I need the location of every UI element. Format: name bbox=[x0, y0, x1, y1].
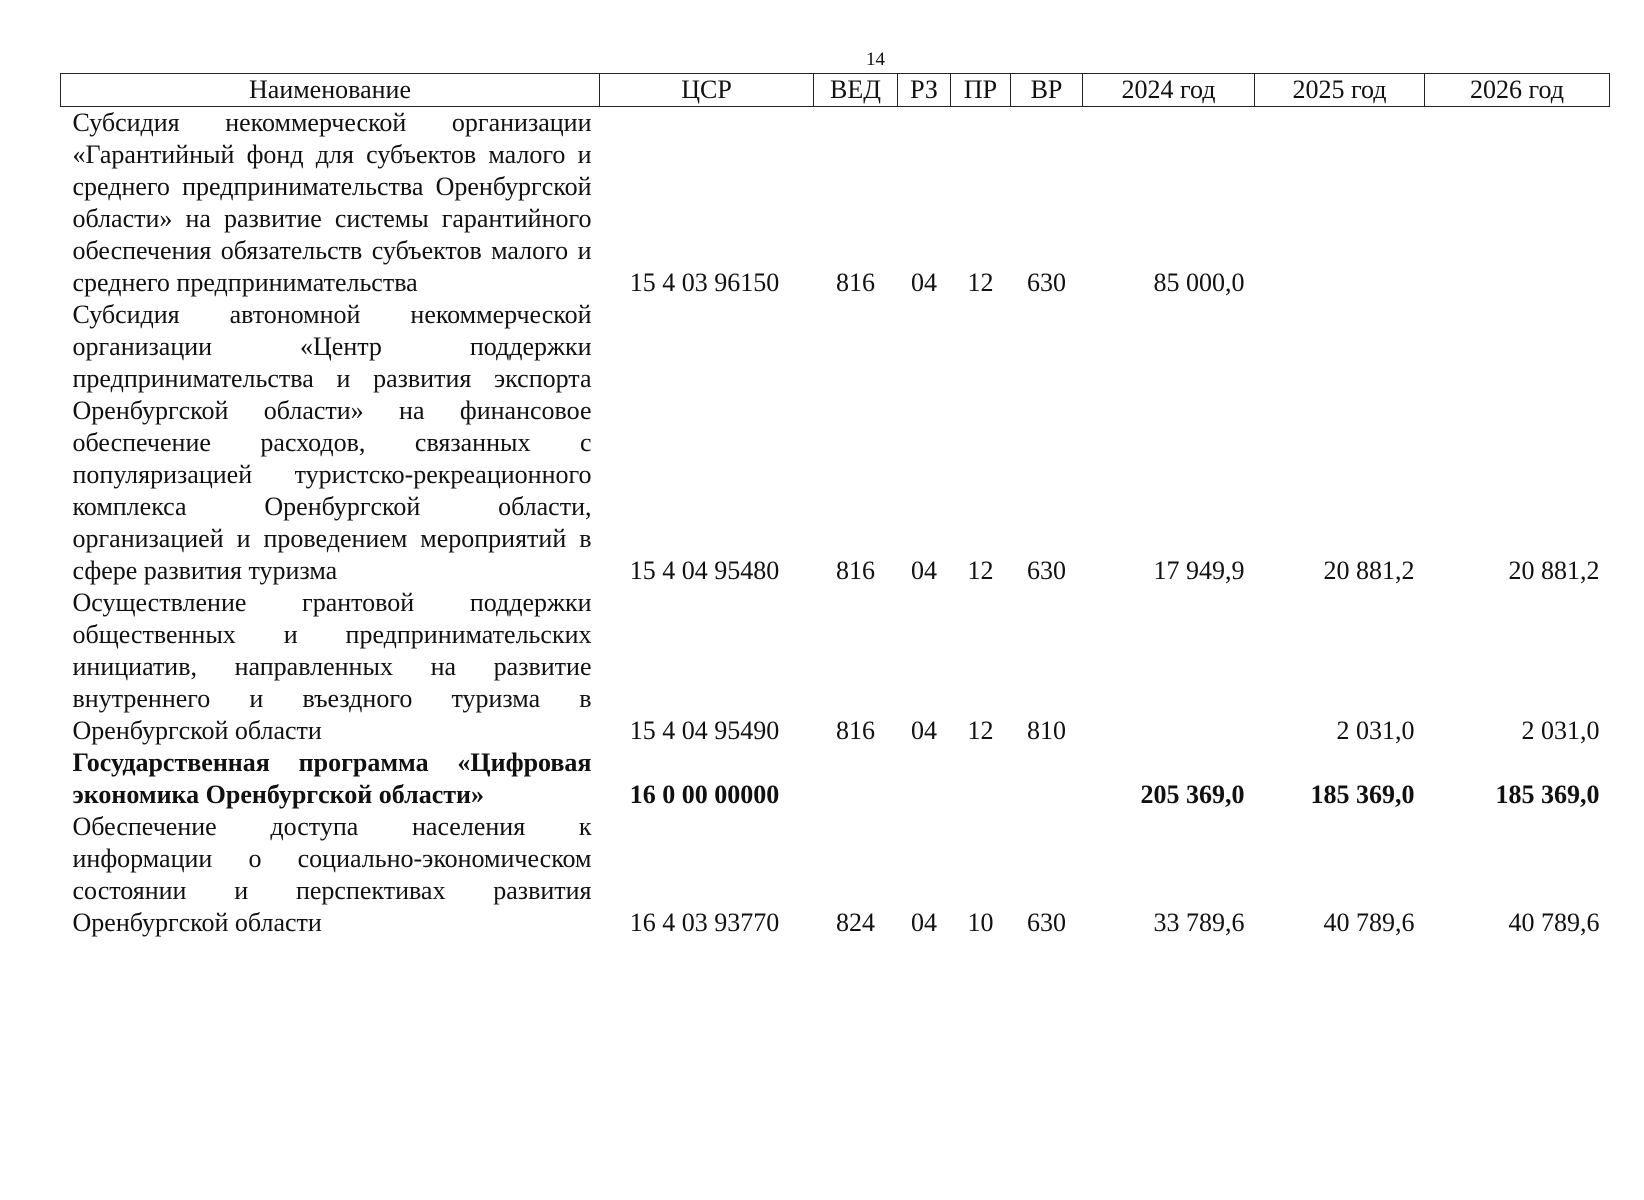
row-ved: 816 bbox=[836, 268, 875, 297]
row-name: Государственная программа «Цифровая экономика Оренбургской области» bbox=[72, 748, 592, 809]
row-amount-2025: 2 031,0 bbox=[1336, 716, 1415, 745]
row-amount-2025: 185 369,0 bbox=[1310, 780, 1415, 809]
row-amount-2025: 40 789,6 bbox=[1323, 908, 1415, 937]
row-amount-2024: 33 789,6 bbox=[1153, 908, 1245, 937]
row-name: Обеспечение доступа населения к информации о социально-экономическом состоянии и перспективах развития Оренбургской области bbox=[72, 812, 592, 937]
row-rz: 04 bbox=[911, 716, 937, 745]
row-csr: 16 4 03 93770 bbox=[629, 908, 780, 937]
row-vr: 630 bbox=[1027, 268, 1066, 297]
row-pr: 12 bbox=[967, 556, 994, 585]
row-ved: 824 bbox=[836, 908, 875, 937]
row-vr: 810 bbox=[1027, 716, 1066, 745]
row-name: Субсидия некоммерческой организации «Гарантийный фонд для субъектов малого и среднего предпринимательства Оренбургской области» на развитие системы гарантийного обеспечения обязательств субъектов малого и среднего предпринимательства bbox=[72, 108, 592, 297]
header-2025: 2025 год bbox=[1255, 74, 1425, 107]
row-rz: 04 bbox=[911, 908, 937, 937]
table-row bbox=[61, 811, 1610, 939]
budget-table bbox=[60, 73, 1610, 939]
table-body bbox=[61, 107, 1610, 940]
header-name: Наименование bbox=[61, 74, 600, 107]
header-rz: РЗ bbox=[898, 74, 951, 107]
row-ved: 816 bbox=[836, 556, 875, 585]
row-rz: 04 bbox=[911, 268, 937, 297]
row-rz bbox=[898, 747, 951, 811]
row-pr: 12 bbox=[967, 268, 994, 297]
row-pr: 10 bbox=[967, 908, 994, 937]
row-pr: 12 bbox=[967, 716, 994, 745]
header-vr: ВР bbox=[1011, 74, 1083, 107]
row-amount-2026: 40 789,6 bbox=[1508, 908, 1600, 937]
row-amount-2024 bbox=[1083, 587, 1255, 747]
row-vr: 630 bbox=[1027, 908, 1066, 937]
row-vr bbox=[1011, 747, 1083, 811]
page-number: 14 bbox=[866, 49, 885, 70]
row-amount-2024: 17 949,9 bbox=[1153, 556, 1245, 585]
row-pr bbox=[951, 747, 1011, 811]
table-row bbox=[61, 299, 1610, 587]
row-amount-2025: 20 881,2 bbox=[1323, 556, 1415, 585]
table-row-program bbox=[61, 747, 1610, 811]
row-amount-2024: 85 000,0 bbox=[1153, 268, 1245, 297]
row-csr: 16 0 00 00000 bbox=[629, 780, 780, 809]
header-2026: 2026 год bbox=[1425, 74, 1610, 107]
row-csr: 15 4 04 95480 bbox=[629, 556, 780, 585]
row-ved bbox=[814, 747, 898, 811]
row-vr: 630 bbox=[1027, 556, 1066, 585]
row-amount-2024: 205 369,0 bbox=[1140, 780, 1245, 809]
row-amount-2025 bbox=[1255, 107, 1425, 300]
row-csr: 15 4 04 95490 bbox=[629, 716, 780, 745]
row-rz: 04 bbox=[911, 556, 937, 585]
table-row bbox=[61, 107, 1610, 300]
header-ved: ВЕД bbox=[814, 74, 898, 107]
header-pr: ПР bbox=[951, 74, 1011, 107]
table-header bbox=[61, 74, 1610, 107]
row-amount-2026 bbox=[1425, 107, 1610, 300]
header-csr: ЦСР bbox=[600, 74, 814, 107]
row-amount-2026: 2 031,0 bbox=[1521, 716, 1600, 745]
table-row bbox=[61, 587, 1610, 747]
row-ved: 816 bbox=[836, 716, 875, 745]
header-2024: 2024 год bbox=[1083, 74, 1255, 107]
row-csr: 15 4 03 96150 bbox=[629, 268, 780, 297]
row-amount-2026: 185 369,0 bbox=[1495, 780, 1600, 809]
row-amount-2026: 20 881,2 bbox=[1508, 556, 1600, 585]
row-name: Субсидия автономной некоммерческой организации «Центр поддержки предпринимательства и развития экспорта Оренбургской области» на финансовое обеспечение расходов, связанных с популяризацией туристско-рекреационного комплекса Оренбургской области, организацией и проведением мероприятий в сфере развития туризма bbox=[72, 300, 592, 585]
row-name: Осуществление грантовой поддержки общественных и предпринимательских инициатив, направленных на развитие внутреннего и въездного туризма в Оренбургской области bbox=[72, 588, 592, 745]
